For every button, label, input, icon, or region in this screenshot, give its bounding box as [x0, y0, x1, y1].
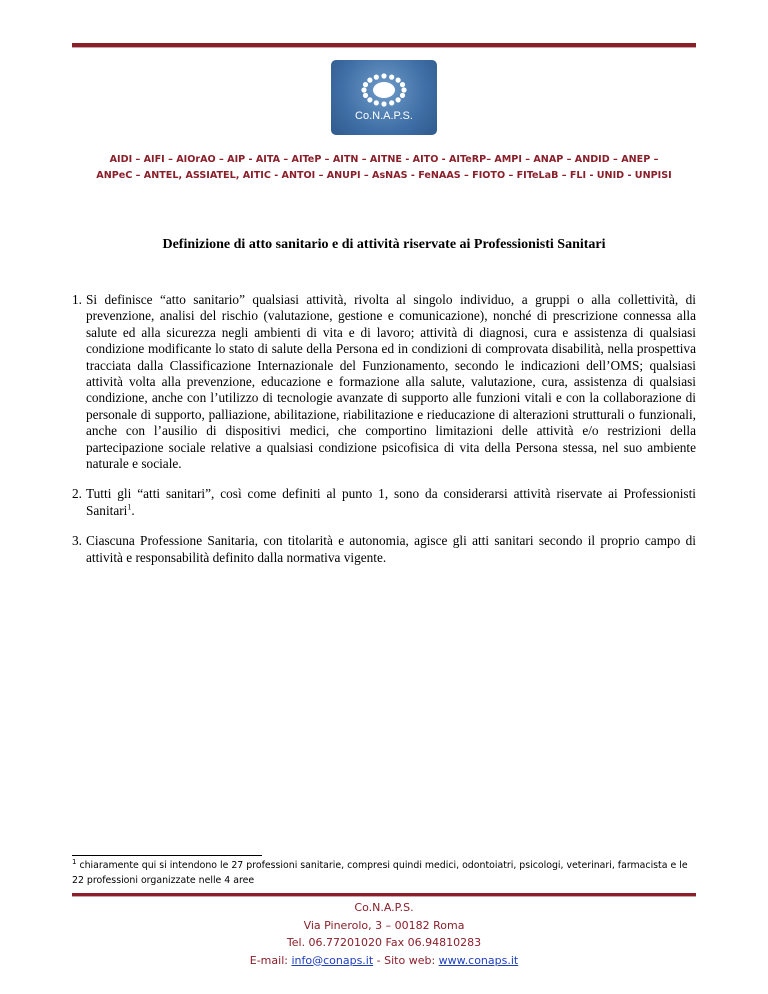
footnote-text: chiaramente qui si intendono le 27 professioni sanitarie, compresi quindi medici, odontoiatri, psicologi, veterinari, farmacista e le 22 professioni organizzate nelle 4 aree: [72, 860, 688, 886]
logo-ring-dot: [396, 78, 401, 83]
logo-ring-dot: [367, 78, 372, 83]
logo-ring-dot: [363, 82, 368, 87]
logo-ring-dot: [400, 82, 405, 87]
logo-ring-dot: [389, 100, 394, 105]
document-title: Definizione di atto sanitario e di attività riservate ai Professionisti Sanitari: [162, 237, 606, 252]
footnote-mark: 1: [72, 857, 77, 866]
point-text: Si definisce “atto sanitario” qualsiasi attività, rivolta al singolo individuo, a gruppi o alla collettività, di prevenzione, analisi del rischio (valutazione, gestione e comunicazione), nonché di prescrizione connessa alla salute ed alla sicurezza negli ambienti di vita e di lavoro; attività di diagnosi, cura e assistenza di qualsiasi condizione modificante lo stato di salute della Persona ed in condizioni di comprovata disabilità, nella prospettiva tracciata dalla Classificazione Internazionale del Funzionamento, secondo le indicazioni dell’OMS; qualsiasi attività volta alla prevenzione, educazione e formazione alla salute, valutazione, cura, assistenza di qualsiasi condizione, anche con l’utilizzo di tecnologie avanzate di supporto alle funzioni vitali e con la collaborazione di personale di supporto, palliazione, abilitazione, riabilitazione e rieducazione di alterazioni strutturali o funzionali, anche con l’ausilio di dispositivi medici, che comportino limitazioni delle attività e/o restrizioni della partecipazione sociale relative a qualsiasi condizione psicofisica di vita della Persona stessa, nel suo ambiente naturale e sociale.: [86, 292, 696, 472]
footnote: [72, 858, 696, 888]
logo-ring-dot: [400, 93, 405, 98]
footnote-separator: [72, 855, 262, 856]
logo-center-dot: [373, 82, 395, 98]
logo-ring-dot: [363, 93, 368, 98]
footer: [72, 899, 696, 969]
logo-ring-dot: [389, 75, 394, 80]
points-list: [72, 292, 696, 580]
footer-rule: [72, 893, 696, 897]
sun-dots-icon: [331, 60, 437, 135]
point-2: [72, 486, 696, 519]
point-text: Tutti gli “atti sanitari”, così come definiti al punto 1, sono da considerarsi attività riservate ai Professionisti Sanitari: [86, 486, 696, 518]
site-label: - Sito web:: [373, 953, 439, 967]
footnote-ref[interactable]: 1: [127, 502, 132, 512]
logo-ring-dot: [361, 87, 366, 92]
logo-ring-dot: [401, 87, 406, 92]
point-number: 3.: [72, 533, 82, 549]
point-3: [72, 533, 696, 566]
logo-ring-dot: [381, 101, 386, 106]
associations-line-2: ANPeC – ANTEL, ASSIATEL, AITIC - ANTOI – ANUPI – AsNAS - FeNAAS – FIOTO – FITeLaB – FLI - UNID - UNPISI: [96, 170, 672, 181]
logo-ring-dot: [374, 100, 379, 105]
footer-org: Co.N.A.P.S.: [354, 901, 414, 914]
logo-ring-dot: [367, 97, 372, 102]
logo-ring-dot: [374, 75, 379, 80]
point-number: 2.: [72, 486, 82, 502]
point-number: 1.: [72, 292, 82, 307]
associations-list: [40, 152, 728, 184]
associations-line-1: AIDI – AIFI – AIOrAO – AIP - AITA – AITeP – AITN – AITNE - AITO - AITeRP– AMPI – ANAP – ANDID – ANEP –: [109, 154, 659, 165]
point-text-tail: .: [131, 502, 135, 518]
footer-contacts: [72, 952, 696, 970]
footer-phones: Tel. 06.77201020 Fax 06.94810283: [286, 936, 482, 949]
email-link[interactable]: info@conaps.it: [291, 953, 374, 967]
logo-ring-dot: [396, 97, 401, 102]
conaps-logo: [331, 60, 437, 135]
footer-address: Via Pinerolo, 3 – 00182 Roma: [303, 918, 465, 932]
logo-text: Co.N.A.P.S.: [355, 110, 413, 122]
header-rule: [72, 43, 696, 48]
email-label: E-mail:: [249, 953, 292, 967]
website-link[interactable]: www.conaps.it: [438, 953, 519, 967]
point-text: Ciascuna Professione Sanitaria, con titolarità e autonomia, agisce gli atti sanitari secondo il proprio campo di attività e responsabilità definito dalla normativa vigente.: [86, 533, 696, 565]
logo-ring-dot: [381, 73, 386, 78]
point-1: [72, 292, 696, 472]
